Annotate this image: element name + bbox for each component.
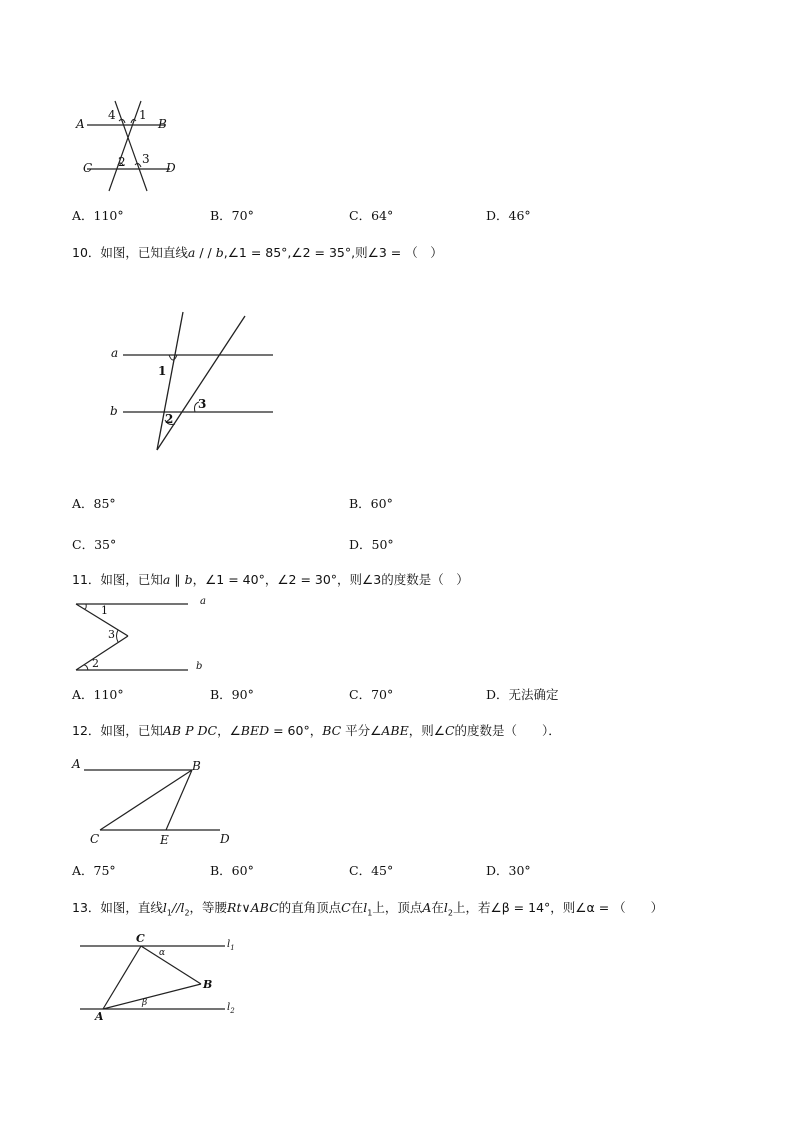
q11-option-c[interactable]: C．70° [349, 687, 394, 702]
q12-option-c[interactable]: C．45° [349, 863, 394, 878]
label-C: C [90, 832, 100, 846]
label-A: A [72, 757, 81, 771]
label-D: D [166, 161, 176, 175]
angle-2-label: 2 [118, 155, 126, 169]
label-B: B [158, 117, 167, 131]
label-B: B [192, 759, 201, 773]
q10-figure-lines [105, 308, 280, 458]
q10-option-c[interactable]: C．35° [72, 537, 117, 552]
angle-3-label: 3 [108, 628, 115, 641]
label-b: b [110, 404, 118, 418]
q11-stem: 11．如图，已知a ∥ b，∠1 = 40°，∠2 = 30°，则∠3的度数是（ ） [72, 572, 469, 587]
q13-stem: 13．如图，直线$l_1//l_2$，等腰Rt∨ABC的直角顶点C在$l_1$上，顶点A在$l_2$上，若∠β = 14°，则∠α = （ ） [72, 900, 664, 918]
q11-option-d[interactable]: D．无法确定 [486, 687, 559, 702]
q9-option-d[interactable]: D．46° [486, 208, 531, 223]
angle-3-label: 3 [142, 152, 150, 166]
angle-1-label: 1 [139, 108, 147, 122]
q12-stem: 12．如图，已知AB P DC，∠BED = 60°，BC 平分∠ABE，则∠C的度数是（ ）． [72, 723, 561, 738]
q13-figure [75, 932, 245, 1024]
q12-option-b[interactable]: B．60° [210, 863, 254, 878]
q9-option-c[interactable]: C．64° [349, 208, 394, 223]
label-a: a [111, 346, 119, 360]
q10-figure [105, 308, 280, 458]
q9-option-b[interactable]: B．70° [210, 208, 254, 223]
angle-3-label: 3 [198, 397, 207, 411]
q12-option-a[interactable]: A．75° [72, 863, 116, 878]
label-A: A [76, 117, 85, 131]
angle-4-label: 4 [108, 108, 116, 122]
q11-option-a[interactable]: A．110° [72, 687, 124, 702]
label-b: b [196, 661, 203, 672]
q10-option-a[interactable]: A．85° [72, 496, 116, 511]
angle-2-label: 2 [92, 657, 99, 670]
label-A: A [95, 1010, 104, 1023]
angle-alpha-label: α [159, 948, 166, 958]
q11-option-b[interactable]: B．90° [210, 687, 254, 702]
angle-2-label: 2 [165, 412, 174, 426]
q10-option-b[interactable]: B．60° [349, 496, 393, 511]
q11-figure [70, 596, 215, 678]
q9-figure-lines [75, 95, 185, 195]
angle-beta-label: β [142, 998, 148, 1008]
angle-1-label: 1 [158, 364, 167, 378]
label-E: E [160, 833, 169, 847]
label-a: a [200, 596, 206, 607]
q9-figure [75, 95, 185, 195]
label-l2: $l_2$ [227, 1002, 235, 1015]
label-B: B [203, 978, 213, 991]
q12-figure [70, 756, 240, 851]
q12-option-d[interactable]: D．30° [486, 863, 531, 878]
label-D: D [220, 832, 230, 846]
angle-1-label: 1 [101, 604, 108, 617]
label-l1: $l_1$ [227, 939, 235, 952]
q10-option-d[interactable]: D．50° [349, 537, 394, 552]
label-C: C [136, 932, 145, 945]
q10-stem: 10．如图，已知直线a / / b,∠1 = 85°,∠2 = 35°,则∠3 = （ ） [72, 245, 443, 260]
q9-option-a[interactable]: A．110° [72, 208, 124, 223]
label-C: C [83, 161, 93, 175]
